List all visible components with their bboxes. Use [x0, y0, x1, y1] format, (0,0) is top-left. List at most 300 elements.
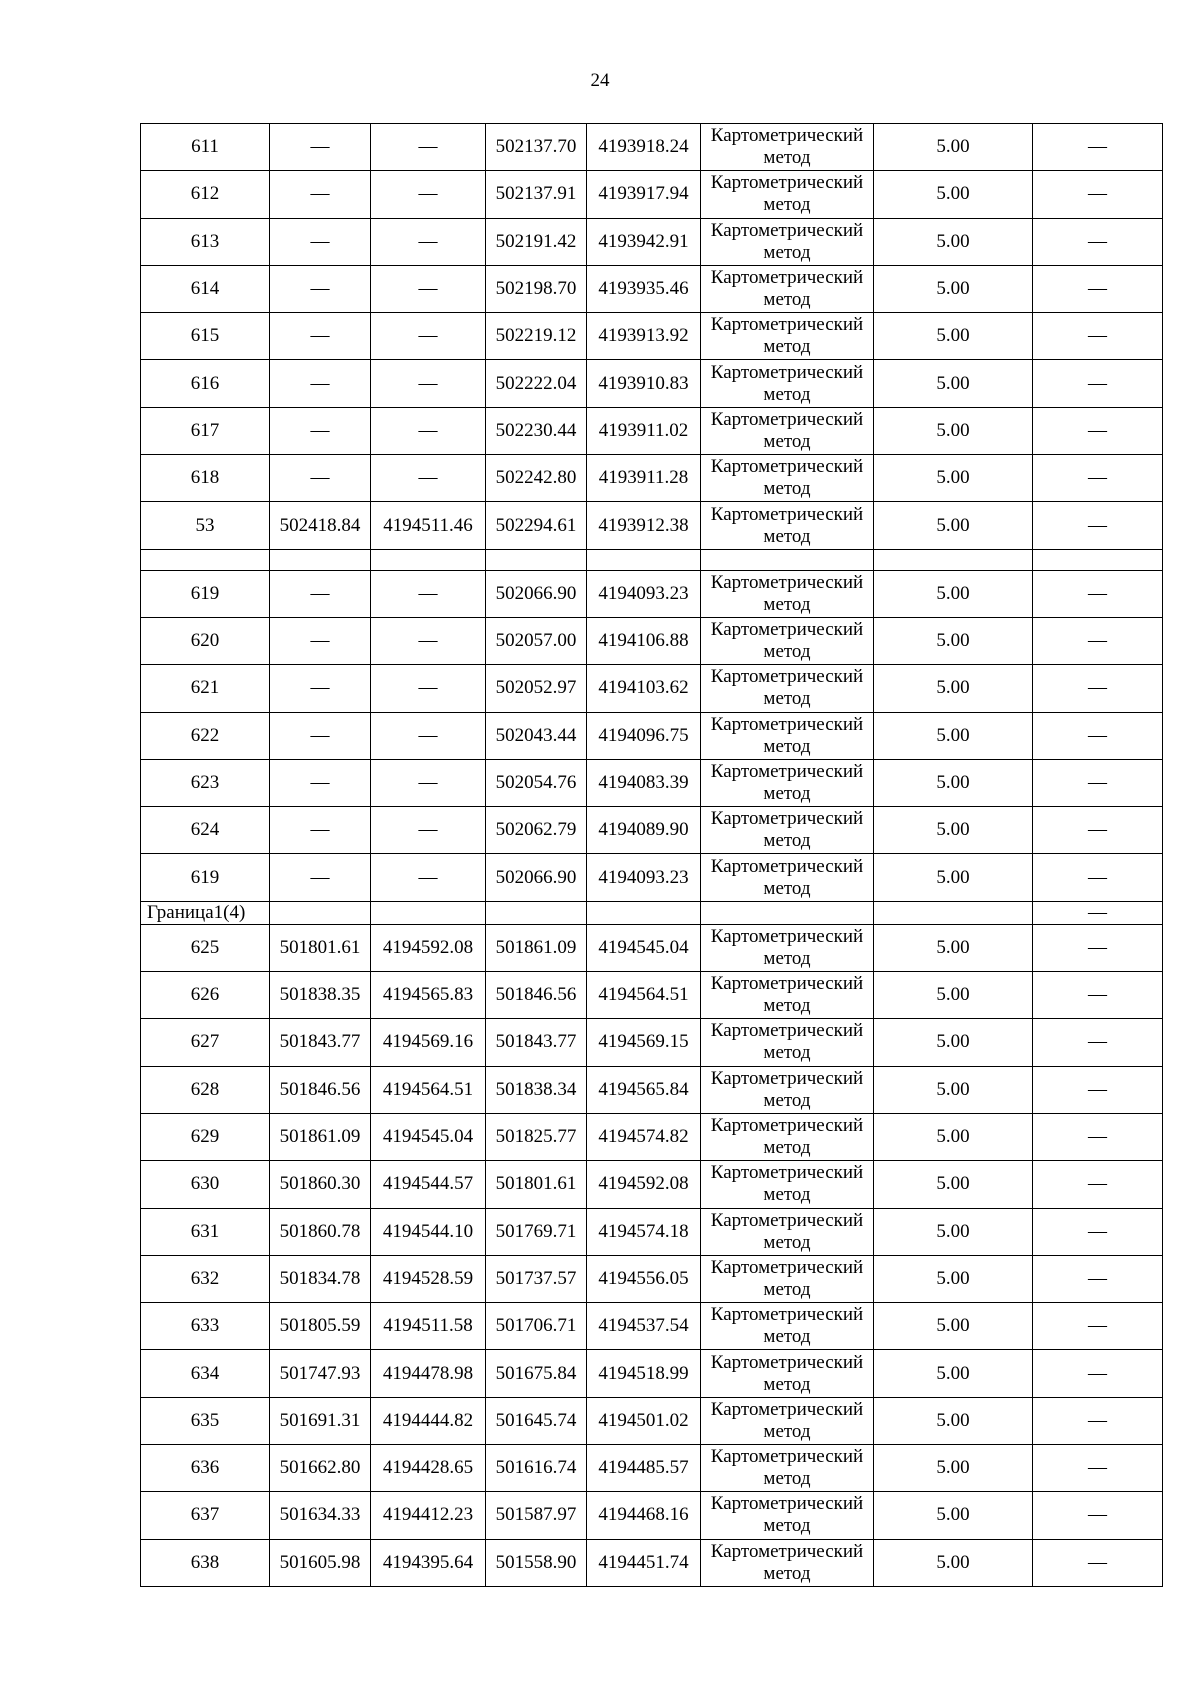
accuracy-cell — [874, 901, 1033, 924]
point-number-cell: 616 — [141, 360, 270, 407]
point-number-cell: 614 — [141, 265, 270, 312]
description-cell: — — [1033, 1492, 1163, 1539]
new-x-cell: 502242.80 — [486, 455, 587, 502]
new-x-cell: 502066.90 — [486, 854, 587, 901]
old-x-cell: 501747.93 — [270, 1350, 371, 1397]
method-line-2: метод — [763, 430, 811, 452]
accuracy-cell: 5.00 — [874, 171, 1033, 218]
old-y-cell: 4194528.59 — [371, 1255, 486, 1302]
accuracy-cell: 5.00 — [874, 313, 1033, 360]
point-number-cell: 623 — [141, 759, 270, 806]
old-x-cell: 501860.30 — [270, 1161, 371, 1208]
method-cell — [701, 124, 874, 171]
old-x-cell: — — [270, 570, 371, 617]
point-number-cell: 634 — [141, 1350, 270, 1397]
method-line-2: метод — [763, 478, 811, 500]
method-line-1: Картометрический — [710, 1351, 864, 1373]
description-cell: — — [1033, 1350, 1163, 1397]
point-number-cell: 638 — [141, 1539, 270, 1586]
new-x-cell: 502222.04 — [486, 360, 587, 407]
old-y-cell: 4194428.65 — [371, 1445, 486, 1492]
method-cell — [701, 265, 874, 312]
method-cell — [701, 1019, 874, 1066]
method-line-2: метод — [763, 194, 811, 216]
old-x-cell: — — [270, 171, 371, 218]
point-number-cell: 53 — [141, 502, 270, 549]
new-y-cell: 4193911.02 — [587, 407, 701, 454]
method-line-1: Картометрический — [710, 808, 864, 830]
accuracy-cell: 5.00 — [874, 407, 1033, 454]
table-row — [141, 570, 1163, 617]
point-number-cell: 635 — [141, 1397, 270, 1444]
description-cell: — — [1033, 712, 1163, 759]
accuracy-cell: 5.00 — [874, 1208, 1033, 1255]
table-row — [141, 665, 1163, 712]
accuracy-cell: 5.00 — [874, 502, 1033, 549]
point-number-cell: 617 — [141, 407, 270, 454]
method-line-2: метод — [763, 1420, 811, 1442]
new-y-cell: 4194485.57 — [587, 1445, 701, 1492]
old-y-cell: — — [371, 807, 486, 854]
old-x-cell: 501605.98 — [270, 1539, 371, 1586]
new-x-cell: 501769.71 — [486, 1208, 587, 1255]
table-row — [141, 360, 1163, 407]
description-cell: — — [1033, 265, 1163, 312]
accuracy-cell: 5.00 — [874, 972, 1033, 1019]
method-cell — [701, 759, 874, 806]
new-y-cell — [587, 549, 701, 570]
new-x-cell: 502219.12 — [486, 313, 587, 360]
table-row — [141, 854, 1163, 901]
new-y-cell: 4194093.23 — [587, 570, 701, 617]
table-row — [141, 502, 1163, 549]
old-x-cell: 501843.77 — [270, 1019, 371, 1066]
new-y-cell: 4194537.54 — [587, 1303, 701, 1350]
old-y-cell: 4194511.58 — [371, 1303, 486, 1350]
point-number-cell: 615 — [141, 313, 270, 360]
method-line-1: Картометрический — [710, 267, 864, 289]
old-y-cell: — — [371, 665, 486, 712]
table-row — [141, 1161, 1163, 1208]
table-row — [141, 617, 1163, 664]
old-x-cell — [270, 549, 371, 570]
method-cell — [701, 665, 874, 712]
method-line-1: Картометрический — [710, 1446, 864, 1468]
old-x-cell: 501805.59 — [270, 1303, 371, 1350]
accuracy-cell: 5.00 — [874, 617, 1033, 664]
method-cell — [701, 218, 874, 265]
method-line-1: Картометрический — [710, 1162, 864, 1184]
table-row — [141, 1492, 1163, 1539]
accuracy-cell: 5.00 — [874, 1161, 1033, 1208]
method-cell — [701, 455, 874, 502]
method-line-2: метод — [763, 995, 811, 1017]
new-y-cell: 4194103.62 — [587, 665, 701, 712]
method-line-1: Картометрический — [710, 713, 864, 735]
method-cell — [701, 360, 874, 407]
method-line-1: Картометрический — [710, 172, 864, 194]
new-y-cell: 4194564.51 — [587, 972, 701, 1019]
description-cell: — — [1033, 407, 1163, 454]
accuracy-cell: 5.00 — [874, 924, 1033, 971]
table-row — [141, 807, 1163, 854]
table-row — [141, 124, 1163, 171]
description-cell — [1033, 549, 1163, 570]
method-line-2: метод — [763, 147, 811, 169]
method-line-1: Картометрический — [710, 361, 864, 383]
method-line-2: метод — [763, 336, 811, 358]
method-cell — [701, 854, 874, 901]
accuracy-cell: 5.00 — [874, 1445, 1033, 1492]
description-cell: — — [1033, 218, 1163, 265]
description-cell: — — [1033, 1019, 1163, 1066]
description-cell: — — [1033, 1113, 1163, 1160]
method-line-1: Картометрический — [710, 503, 864, 525]
method-line-2: метод — [763, 947, 811, 969]
new-x-cell: 501843.77 — [486, 1019, 587, 1066]
old-x-cell: — — [270, 218, 371, 265]
accuracy-cell: 5.00 — [874, 712, 1033, 759]
method-line-1: Картометрический — [710, 125, 864, 147]
accuracy-cell: 5.00 — [874, 1303, 1033, 1350]
table-row — [141, 171, 1163, 218]
description-cell: — — [1033, 1161, 1163, 1208]
method-line-2: метод — [763, 830, 811, 852]
method-cell — [701, 1539, 874, 1586]
point-number-cell: 619 — [141, 854, 270, 901]
table-row — [141, 313, 1163, 360]
table-row — [141, 924, 1163, 971]
method-line-2: метод — [763, 525, 811, 547]
accuracy-cell: 5.00 — [874, 1255, 1033, 1302]
new-x-cell: 502191.42 — [486, 218, 587, 265]
method-cell — [701, 1350, 874, 1397]
description-cell: — — [1033, 759, 1163, 806]
point-number-cell: 621 — [141, 665, 270, 712]
method-line-1: Картометрический — [710, 1115, 864, 1137]
table-row — [141, 759, 1163, 806]
old-x-cell: 501834.78 — [270, 1255, 371, 1302]
table-row — [141, 407, 1163, 454]
accuracy-cell: 5.00 — [874, 1492, 1033, 1539]
description-cell: — — [1033, 313, 1163, 360]
old-y-cell: — — [371, 759, 486, 806]
new-x-cell: 501801.61 — [486, 1161, 587, 1208]
method-line-2: метод — [763, 1515, 811, 1537]
old-y-cell: 4194569.16 — [371, 1019, 486, 1066]
description-cell: — — [1033, 1255, 1163, 1302]
old-x-cell: 501838.35 — [270, 972, 371, 1019]
point-number-cell: 619 — [141, 570, 270, 617]
old-y-cell — [371, 901, 486, 924]
old-x-cell: — — [270, 313, 371, 360]
new-x-cell: 502137.91 — [486, 171, 587, 218]
new-y-cell: 4194518.99 — [587, 1350, 701, 1397]
table-row — [141, 1350, 1163, 1397]
new-y-cell: 4193912.38 — [587, 502, 701, 549]
accuracy-cell: 5.00 — [874, 1019, 1033, 1066]
point-number-cell: 624 — [141, 807, 270, 854]
old-x-cell: — — [270, 455, 371, 502]
method-cell — [701, 712, 874, 759]
old-x-cell — [270, 901, 371, 924]
method-line-1: Картометрический — [710, 571, 864, 593]
method-line-2: метод — [763, 877, 811, 899]
method-line-2: метод — [763, 641, 811, 663]
page-number: 24 — [590, 70, 610, 91]
old-y-cell: 4194545.04 — [371, 1113, 486, 1160]
accuracy-cell: 5.00 — [874, 1539, 1033, 1586]
method-line-1: Картометрический — [710, 761, 864, 782]
new-y-cell: 4193911.28 — [587, 455, 701, 502]
description-cell: — — [1033, 854, 1163, 901]
table-row — [141, 1113, 1163, 1160]
method-line-2: метод — [763, 1373, 811, 1395]
method-line-2: метод — [763, 383, 811, 405]
method-line-2: метод — [763, 593, 811, 615]
old-y-cell: 4194544.57 — [371, 1161, 486, 1208]
accuracy-cell: 5.00 — [874, 854, 1033, 901]
old-y-cell: 4194565.83 — [371, 972, 486, 1019]
method-line-2: метод — [763, 1326, 811, 1348]
method-cell — [701, 807, 874, 854]
method-line-2: метод — [763, 1137, 811, 1159]
method-cell — [701, 1066, 874, 1113]
accuracy-cell: 5.00 — [874, 1350, 1033, 1397]
new-y-cell: 4194093.23 — [587, 854, 701, 901]
old-y-cell: 4194544.10 — [371, 1208, 486, 1255]
old-y-cell: 4194511.46 — [371, 502, 486, 549]
method-line-1: Картометрический — [710, 973, 864, 995]
old-y-cell: 4194478.98 — [371, 1350, 486, 1397]
new-y-cell: 4193913.92 — [587, 313, 701, 360]
method-cell — [701, 924, 874, 971]
method-line-2: метод — [763, 1562, 811, 1584]
table-row — [141, 1208, 1163, 1255]
method-cell — [701, 1303, 874, 1350]
old-y-cell: — — [371, 360, 486, 407]
old-y-cell: — — [371, 570, 486, 617]
old-x-cell: — — [270, 360, 371, 407]
method-line-1: Картометрический — [710, 1398, 864, 1420]
old-y-cell: — — [371, 455, 486, 502]
new-y-cell: 4193918.24 — [587, 124, 701, 171]
point-number-cell: 637 — [141, 1492, 270, 1539]
point-number-cell: 620 — [141, 617, 270, 664]
old-x-cell: — — [270, 265, 371, 312]
description-cell: — — [1033, 502, 1163, 549]
description-cell: — — [1033, 1397, 1163, 1444]
point-number-cell: 625 — [141, 924, 270, 971]
method-cell — [701, 1397, 874, 1444]
method-line-2: метод — [763, 783, 811, 804]
accuracy-cell: 5.00 — [874, 455, 1033, 502]
old-x-cell: — — [270, 807, 371, 854]
old-y-cell: — — [371, 854, 486, 901]
new-x-cell: 502137.70 — [486, 124, 587, 171]
description-cell: — — [1033, 617, 1163, 664]
blank-row — [141, 549, 1163, 570]
new-x-cell: 502230.44 — [486, 407, 587, 454]
method-line-1: Картометрический — [710, 456, 864, 478]
old-y-cell: — — [371, 617, 486, 664]
new-y-cell — [587, 901, 701, 924]
method-cell — [701, 1492, 874, 1539]
new-y-cell: 4194545.04 — [587, 924, 701, 971]
accuracy-cell: 5.00 — [874, 360, 1033, 407]
point-number-cell: 612 — [141, 171, 270, 218]
old-y-cell: 4194412.23 — [371, 1492, 486, 1539]
new-x-cell — [486, 901, 587, 924]
method-line-1: Картометрический — [710, 1540, 864, 1562]
new-y-cell: 4194574.82 — [587, 1113, 701, 1160]
old-y-cell: — — [371, 218, 486, 265]
new-y-cell: 4194565.84 — [587, 1066, 701, 1113]
method-line-1: Картометрический — [710, 1493, 864, 1515]
new-y-cell: 4193910.83 — [587, 360, 701, 407]
old-x-cell: 502418.84 — [270, 502, 371, 549]
method-line-2: метод — [763, 289, 811, 311]
method-line-1: Картометрический — [710, 1256, 864, 1278]
old-x-cell: 501860.78 — [270, 1208, 371, 1255]
accuracy-cell: 5.00 — [874, 807, 1033, 854]
new-y-cell: 4194106.88 — [587, 617, 701, 664]
point-number-cell: 613 — [141, 218, 270, 265]
method-line-1: Картометрический — [710, 925, 864, 947]
new-y-cell: 4193942.91 — [587, 218, 701, 265]
old-x-cell: — — [270, 854, 371, 901]
method-line-1: Картометрический — [710, 219, 864, 241]
point-number-cell: 611 — [141, 124, 270, 171]
new-x-cell: 501558.90 — [486, 1539, 587, 1586]
new-y-cell: 4193935.46 — [587, 265, 701, 312]
table-row — [141, 1255, 1163, 1302]
method-cell — [701, 1161, 874, 1208]
method-line-1: Картометрический — [710, 1067, 864, 1089]
old-y-cell: — — [371, 124, 486, 171]
method-line-1: Картометрический — [710, 855, 864, 877]
old-x-cell: — — [270, 712, 371, 759]
method-line-2: метод — [763, 1184, 811, 1206]
accuracy-cell: 5.00 — [874, 759, 1033, 806]
old-y-cell: — — [371, 313, 486, 360]
accuracy-cell: 5.00 — [874, 1113, 1033, 1160]
point-number-cell: 618 — [141, 455, 270, 502]
new-x-cell: 501675.84 — [486, 1350, 587, 1397]
old-x-cell: — — [270, 759, 371, 806]
description-cell: — — [1033, 901, 1163, 924]
old-y-cell — [371, 549, 486, 570]
method-cell — [701, 1113, 874, 1160]
new-y-cell: 4194556.05 — [587, 1255, 701, 1302]
accuracy-cell: 5.00 — [874, 570, 1033, 617]
old-y-cell: — — [371, 265, 486, 312]
new-y-cell: 4194089.90 — [587, 807, 701, 854]
point-number-cell: 631 — [141, 1208, 270, 1255]
method-line-1: Картометрический — [710, 314, 864, 336]
table-row — [141, 218, 1163, 265]
method-line-1: Картометрический — [710, 1304, 864, 1326]
method-cell — [701, 407, 874, 454]
description-cell: — — [1033, 1303, 1163, 1350]
point-number-cell: 628 — [141, 1066, 270, 1113]
new-y-cell: 4194569.15 — [587, 1019, 701, 1066]
method-line-2: метод — [763, 735, 811, 757]
new-x-cell: 502054.76 — [486, 759, 587, 806]
description-cell: — — [1033, 1208, 1163, 1255]
point-number-cell: 626 — [141, 972, 270, 1019]
old-x-cell: — — [270, 665, 371, 712]
method-cell — [701, 901, 874, 924]
old-y-cell: 4194564.51 — [371, 1066, 486, 1113]
table-row — [141, 1303, 1163, 1350]
method-line-1: Картометрический — [710, 666, 864, 688]
old-y-cell: 4194592.08 — [371, 924, 486, 971]
new-x-cell: 501706.71 — [486, 1303, 587, 1350]
description-cell: — — [1033, 1539, 1163, 1586]
old-x-cell: 501846.56 — [270, 1066, 371, 1113]
new-x-cell: 501846.56 — [486, 972, 587, 1019]
table-row — [141, 1445, 1163, 1492]
new-y-cell: 4194592.08 — [587, 1161, 701, 1208]
description-cell: — — [1033, 455, 1163, 502]
description-cell: — — [1033, 924, 1163, 971]
point-number-cell: 627 — [141, 1019, 270, 1066]
old-x-cell: 501861.09 — [270, 1113, 371, 1160]
old-x-cell: 501691.31 — [270, 1397, 371, 1444]
method-line-1: Картометрический — [710, 619, 864, 641]
new-y-cell: 4194468.16 — [587, 1492, 701, 1539]
new-x-cell: 502198.70 — [486, 265, 587, 312]
point-number-cell — [141, 549, 270, 570]
old-x-cell: — — [270, 617, 371, 664]
new-x-cell: 501587.97 — [486, 1492, 587, 1539]
method-cell — [701, 171, 874, 218]
new-y-cell: 4194096.75 — [587, 712, 701, 759]
new-y-cell: 4194574.18 — [587, 1208, 701, 1255]
new-x-cell: 502052.97 — [486, 665, 587, 712]
method-line-2: метод — [763, 1089, 811, 1111]
method-line-2: метод — [763, 241, 811, 263]
old-x-cell: — — [270, 124, 371, 171]
old-x-cell: — — [270, 407, 371, 454]
old-x-cell: 501801.61 — [270, 924, 371, 971]
boundary-label: Граница1(4) — [141, 901, 270, 924]
new-y-cell: 4193917.94 — [587, 171, 701, 218]
method-cell — [701, 549, 874, 570]
point-number-cell: 632 — [141, 1255, 270, 1302]
description-cell: — — [1033, 1445, 1163, 1492]
description-cell: — — [1033, 665, 1163, 712]
accuracy-cell: 5.00 — [874, 265, 1033, 312]
accuracy-cell: 5.00 — [874, 218, 1033, 265]
new-y-cell: 4194501.02 — [587, 1397, 701, 1444]
description-cell: — — [1033, 807, 1163, 854]
new-x-cell: 502066.90 — [486, 570, 587, 617]
new-x-cell: 502043.44 — [486, 712, 587, 759]
new-y-cell: 4194083.39 — [587, 759, 701, 806]
method-line-1: Картометрический — [710, 1209, 864, 1231]
method-line-2: метод — [763, 1042, 811, 1064]
method-cell — [701, 1445, 874, 1492]
new-x-cell: 502057.00 — [486, 617, 587, 664]
method-line-2: метод — [763, 688, 811, 710]
method-line-2: метод — [763, 1468, 811, 1490]
table-row — [141, 455, 1163, 502]
table-row — [141, 265, 1163, 312]
description-cell: — — [1033, 171, 1163, 218]
accuracy-cell — [874, 549, 1033, 570]
